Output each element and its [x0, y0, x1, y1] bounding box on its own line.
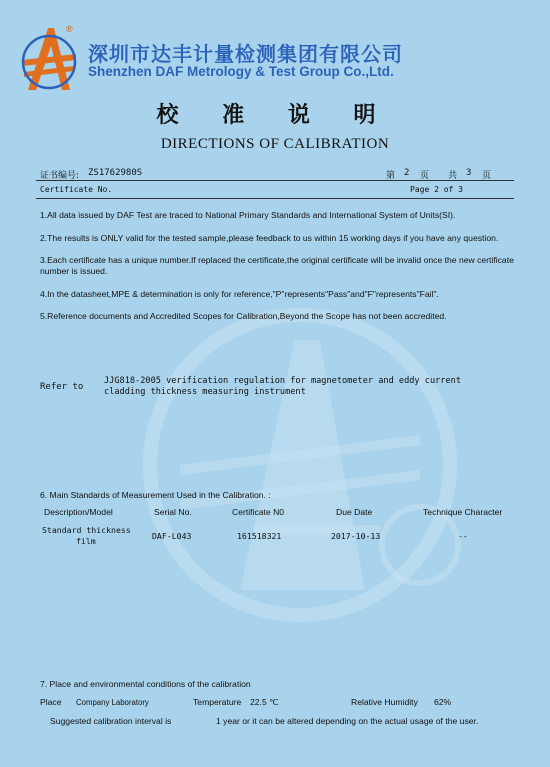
standards-header-due-date: Due Date [336, 507, 373, 517]
temperature-label: Temperature [193, 697, 242, 707]
direction-item: 4.In the datasheet,MPE & determination is only for reference,"P"represents"Pass"and"F"represents"Fail". [40, 288, 439, 299]
daf-watermark-emblem [120, 300, 480, 630]
calibration-interval-value: 1 year or it can be altered depending on the actual usage of the user. [216, 716, 479, 726]
standards-header-description: Description/Model [44, 507, 113, 517]
direction-item: 5.Reference documents and Accredited Scopes for Calibration,Beyond the Scope has not been accredited. [40, 311, 447, 321]
page-suffix-cn: 页 [482, 171, 492, 181]
standards-cell-certificate: 161518321 [237, 531, 282, 541]
calibration-interval-label: Suggested calibration interval is [50, 716, 172, 726]
title-english: DIRECTIONS OF CALIBRATION [160, 136, 390, 152]
company-name-english: Shenzhen DAF Metrology & Test Group Co.,Ltd. [88, 64, 394, 79]
divider-top [36, 180, 514, 181]
page-current: 2 [404, 168, 410, 178]
refer-to-label: Refer to [40, 382, 84, 392]
direction-item: 3.Each certificate has a unique number.If replaced the certificate,the original certificate will be invalid once the new certificate number is issued. [40, 255, 514, 276]
registered-mark: ® [66, 24, 73, 34]
humidity-value: 62% [434, 697, 452, 707]
temperature-value: 22.5 ℃ [250, 697, 279, 707]
page-total: 3 [466, 168, 472, 178]
standards-cell-description-line2: film [76, 536, 96, 546]
standards-header-serial: Serial No. [154, 507, 192, 517]
certificate-number-label-cn: 证书编号: [40, 171, 80, 181]
place-label: Place [40, 697, 62, 707]
direction-item: 1.All data issued by DAF Test are traced to National Primary Standards and International System of Units(SI). [40, 210, 456, 220]
humidity-label: Relative Humidity [351, 697, 418, 707]
place-value: Company Laboratory [76, 698, 149, 707]
title-chinese: 校 准 说 明 [156, 103, 394, 128]
environment-title: 7. Place and environmental conditions of the calibration [40, 679, 251, 689]
page-mid-cn: 页 [420, 171, 430, 181]
certificate-number: ZS1762980S [88, 168, 143, 178]
standards-cell-description: Standard thickness [42, 525, 131, 535]
divider-bottom [36, 198, 514, 199]
standards-cell-due-date: 2017-10-13 [331, 531, 381, 541]
standards-cell-serial: DAF-L043 [152, 531, 192, 541]
standards-cell-technique: -- [458, 531, 468, 541]
directions-list [40, 210, 520, 334]
company-name-chinese: 深圳市达丰计量检测集团有限公司 [88, 42, 403, 66]
certificate-number-label-en: Certificate No. [40, 185, 113, 194]
standards-header-technique: Technique Character [423, 507, 503, 517]
refer-to-text: JJG818-2005 verification regulation for magnetometer and eddy current cladding thickness measuring instrument [104, 376, 461, 397]
page-indicator-en: Page 2 of 3 [410, 185, 463, 194]
page-prefix-cn: 第 [386, 171, 396, 181]
standards-title: 6. Main Standards of Measurement Used in the Calibration. : [40, 490, 271, 500]
standards-header-certificate: Certificate N0 [232, 507, 285, 517]
daf-logo-icon [20, 24, 78, 94]
direction-item: 2.The results is ONLY valid for the tested sample,please feedback to us within 15 working days if you have any question. [40, 232, 499, 243]
page-total-prefix-cn: 共 [448, 171, 458, 181]
